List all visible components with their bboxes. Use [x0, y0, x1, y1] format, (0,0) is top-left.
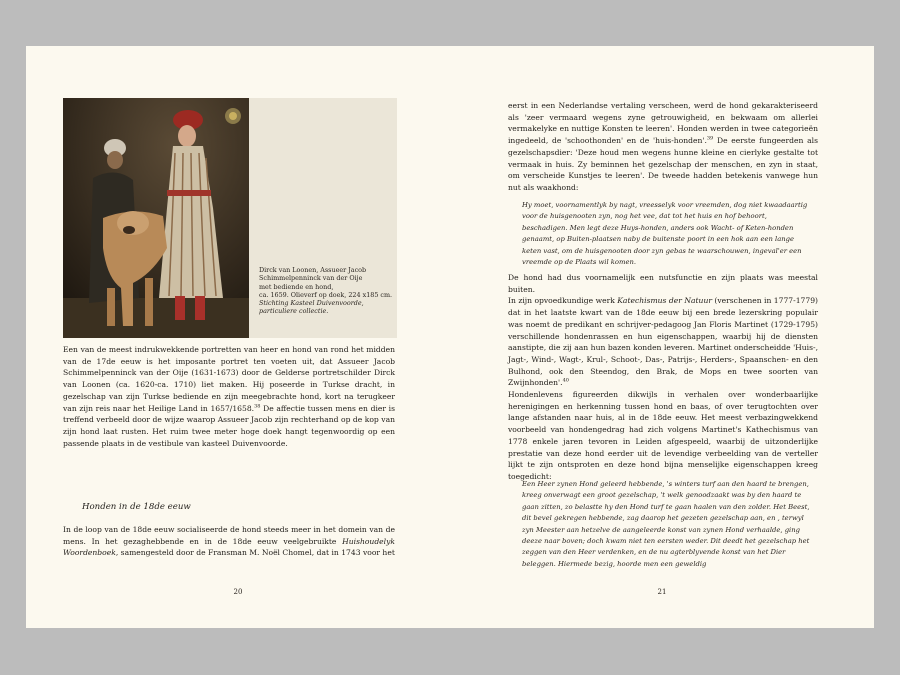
paragraph-text: , samengesteld door de Fransman M. Noël Chomel, dat in 1743 voor het — [115, 548, 395, 558]
left-paragraph-2 — [63, 524, 395, 559]
paragraph-text: In de loop van de 18de eeuw socialiseerde de hond steeds meer in het domein van de mens. In het gezaghebbende en in de 18de eeuw veelgebruikte — [63, 525, 395, 546]
page-number: 20 — [233, 588, 243, 596]
left-page — [26, 46, 450, 628]
painting-image — [63, 98, 249, 338]
paragraph-text: In zijn opvoedkundige werk — [508, 296, 618, 306]
paragraph-text: De eerste fungeerden als gezelschapsdier: 'Deze houd men wegens hunne kleine en cierlyke gestalte tot vermaak in huis. Zy beminnen het gezelschap der menschen, en zyn in staat, om verscheide Kunstjes te leeren'. De tweede hadden betekenis vanwege hun nut als waakhond: — [508, 136, 819, 192]
book-spread — [26, 46, 874, 628]
caption-line: ca. 1659. Olieverf op doek, 224 x185 cm. — [259, 290, 393, 299]
caption-line: met bediende en hond, — [259, 282, 334, 291]
right-paragraph-2 — [508, 272, 818, 483]
caption-line: Stichting Kasteel Duivenvoorde, — [259, 299, 364, 308]
paragraph-text: Hondenlevens figureerden dikwijls in verhalen over wonderbaarlijke herenigingen en herkenning tussen hond en baas, of over terugtochten over lange afstanden naar huis, al in de 18de eeuw. Het meest verbazingwekkend voorbeeld van hondengedrag had zich volgens Martinet's Kathechismus van 1778 enkele jaren tevoren in Leiden afgespeeld, waarbij de uitzonderlijke prestatie van deze hond eerder uit de levendige verbeelding van de verteller lijkt te zijn ontsproten en deze hond bijna menselijke eigenschappen kreeg toegedicht: — [508, 390, 818, 481]
caption-line: Schimmelpenninck van der Oije — [259, 274, 363, 283]
block-quote: Een Heer zynen Hond geleerd hebbende, 's winters turf aan den haard te brengen, kreeg onverwagt een groot gezelschap, 't welk genoodzaakt was by den haard te gaan zitten, zo belastte hy den Hond turf te gaan haalen van den zolder. Het Beest, dit bevel gekregen hebbende, zag daarop het gezeten gezelschap aan, en , terwyl zyn Meester aan hetzelve de aangeleerde konst van zynen Hond verhaalde, ging deeze naar boven; doch kwam niet ten eersten weder. Dit deedt het gezelschap het zeggen van den Heer verdenken, en de nu agterblyvende konst van het Dier beleggen. Hiermede bezig, hoorde men een geweldig — [522, 480, 810, 568]
right-paragraph-1 — [508, 100, 818, 194]
footnote-ref[interactable]: 40 — [562, 377, 569, 384]
paragraph-text: De affectie tussen mens en dier is treffend verbeeld door de wijze waarop Assueer Jacob zijn rechterhand op de kop van zijn hond laat rusten. Het ruim twee meter hoge doek hangt tegenwoordig op een passende plaats in de vestibule van kasteel Duivenvoorde. — [63, 403, 395, 448]
paragraph-text: (verschenen in 1777-1779) dat in het laatste kwart van de 18de eeuw bij een brede lezerskring populair was noemt de predikant en schrijver-pedagoog Jan Floris Martinet (1729-1795) verschillende hondenrassen en hun eigenschappen, waarbij hij de diensten aanstipte, die zij aan hun bazen konden leveren. Martinet onderscheidde 'Huis-, Jagt-, Wind-, Wagt-, Krul-, Schoot-, Das-, Patrijs-, Herders-, Spaanschen- en den Bulhond, ook den Steendog, den Brak, de Mops en twee soorten van Zwijnhonden'. — [508, 296, 818, 388]
footnote-ref[interactable]: 38 — [254, 402, 261, 409]
portrait-painting — [63, 98, 249, 338]
caption-line: particuliere collectie. — [259, 307, 329, 316]
figure-panel — [63, 98, 397, 338]
footnote-ref[interactable]: 39 — [706, 135, 714, 142]
page-number: 21 — [657, 588, 667, 596]
block-quote: Hy moet, voornamentlyk by nagt, vreesselyk voor vreemden, dog niet kwaadaartig voor de huisgenooten zyn, nog het vee, dat tot het huis en hof behoort, beschadigen. Men legt deze Huys-honden, anders ook Wacht- of Keten-honden genaamt, op Buiten-plaatsen naby de buitenste poort in een hok aan een lange keten vast, om de huisgenooten door zyn gebas te waarschouwen, ingeval'er een vreemde op de Plaats wil komen. — [522, 201, 808, 267]
caption-line: Dirck van Loonen, Assueer Jacob — [259, 266, 367, 274]
section-heading: Honden in de 18de eeuw — [82, 502, 191, 512]
book-title: Katechismus der Natuur — [617, 296, 712, 306]
paragraph-text: De hond had dus voornamelijk een nutsfunctie en zijn plaats was meestal buiten. — [508, 273, 818, 294]
right-page — [450, 46, 874, 628]
left-paragraph-1 — [63, 344, 395, 449]
figure-caption — [259, 266, 393, 316]
book-title: Huishoudelyk Woordenboek — [63, 536, 395, 558]
paragraph-text: Een van de meest indrukwekkende portretten van heer en hond van rond het midden van de 17de eeuw is het imposante portret ten voeten uit, dat Assueer Jacob Schimmelpenninck van der Oije (1631-1673) door de Gelderse portretschilder Dirck van Loonen (ca. 1620-ca. 1710) liet maken. Hij poseerde in Turkse dracht, in gezelschap van zijn Turkse bediende en zijn meegebrachte hond, kort na terugkeer van zijn reis naar het Heilige Land in 1657/1658. — [63, 345, 395, 413]
paragraph-text: eerst in een Nederlandse vertaling verscheen, werd de hond gekarakteriseerd als 'zeer vermaard wegens zyne getrouwigheid, en bekwaam om allerlei vermakelyke en nuttige Konsten te leeren'. Honden werden in twee categorieën ingedeeld, de 'schoothonden' en de 'huis-honden'. — [508, 101, 818, 146]
